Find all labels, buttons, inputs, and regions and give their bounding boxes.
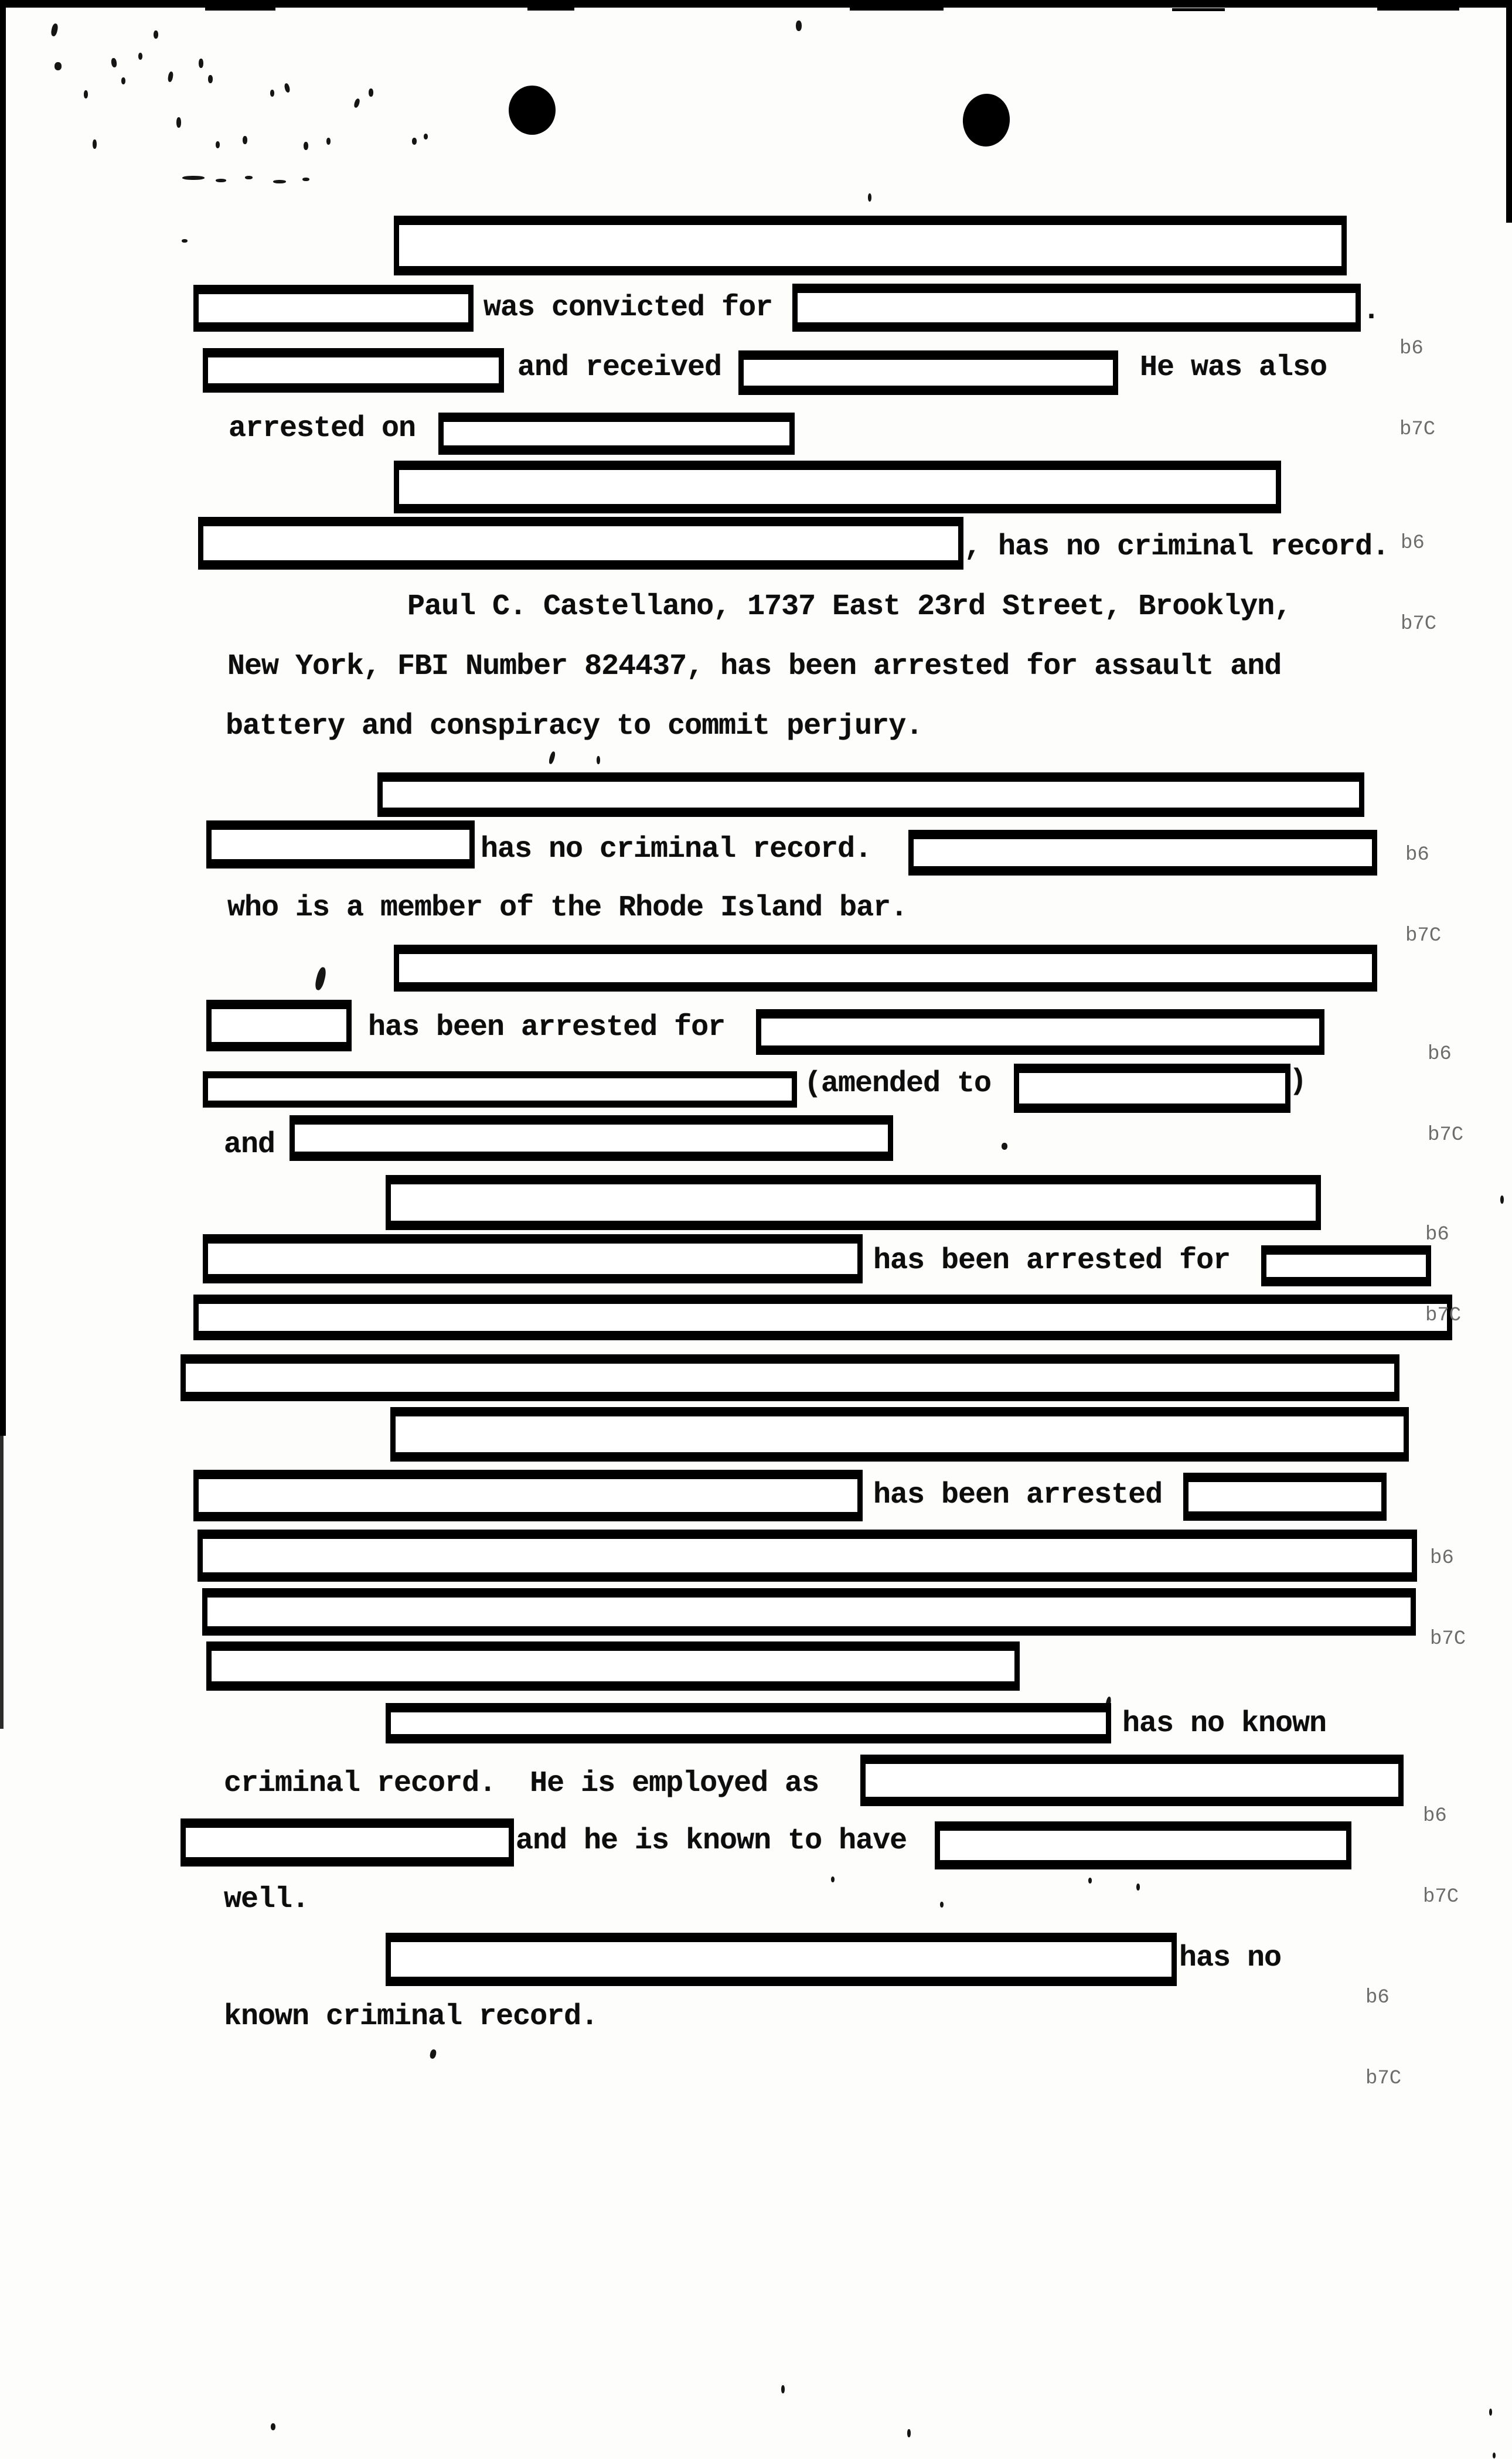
typewritten-text: (amended to: [804, 1067, 992, 1101]
scan-speck: [208, 75, 213, 83]
scan-speck: [831, 1876, 835, 1882]
exemption-code-b6: b6: [1425, 1224, 1449, 1246]
redaction-box: [1261, 1245, 1431, 1286]
typewritten-text: ): [1289, 1065, 1307, 1098]
typewritten-text: well.: [224, 1883, 309, 1916]
scan-speck: [243, 136, 247, 144]
scan-speck: [121, 77, 125, 84]
redaction-box: [1183, 1473, 1387, 1521]
scan-speck: [1500, 1196, 1504, 1204]
scan-top-edge-dash: [205, 8, 275, 11]
redaction-box: [203, 1234, 863, 1283]
redaction-box: [202, 1588, 1416, 1636]
redaction-box: [394, 461, 1281, 513]
exemption-code-b7c: b7C: [1365, 2068, 1402, 2090]
exemption-code-b7c: b7C: [1425, 1305, 1462, 1327]
scan-speck: [868, 193, 871, 202]
exemption-code-group: [1401, 476, 1449, 692]
redaction-box: [181, 1354, 1399, 1401]
exemption-code-b6: b6: [1365, 1987, 1390, 2009]
typewritten-text: has no known: [1122, 1707, 1327, 1741]
typewritten-text: and: [224, 1128, 275, 1162]
exemption-code-b6: b6: [1399, 338, 1424, 360]
redaction-box: [394, 216, 1347, 275]
exemption-code-b7c: b7C: [1428, 1124, 1464, 1146]
redaction-box: [386, 1703, 1111, 1743]
scan-speck: [940, 1902, 944, 1908]
typewritten-text: has been arrested: [873, 1479, 1163, 1512]
typewritten-text: who is a member of the Rhode Island bar.: [227, 891, 908, 925]
exemption-code-b7c: b7C: [1401, 613, 1437, 635]
scan-speck: [597, 756, 600, 764]
scan-speck: [199, 59, 203, 68]
scan-speck: [84, 90, 88, 98]
scan-speck: [216, 179, 226, 182]
exemption-code-group: [1423, 1749, 1471, 1964]
scan-speck: [412, 138, 417, 145]
typewritten-text: and he is known to have: [516, 1824, 907, 1858]
redaction-box: [203, 348, 504, 393]
redaction-box: [206, 1641, 1020, 1691]
scan-speck: [50, 23, 59, 37]
redaction-box: [206, 820, 475, 869]
typewritten-text: has no: [1179, 1942, 1282, 1975]
scan-top-edge-dash: [850, 8, 944, 11]
exemption-code-b7c: b7C: [1405, 925, 1442, 947]
redaction-box: [198, 517, 963, 570]
typewritten-text: arrested on: [229, 412, 416, 445]
scan-speck: [273, 180, 286, 183]
exemption-code-group: [1425, 1167, 1473, 1383]
redaction-box: [1014, 1064, 1290, 1113]
scan-left-edge: [0, 0, 6, 1436]
scan-speck: [424, 134, 428, 139]
scan-speck: [270, 90, 274, 97]
scan-speck: [548, 751, 556, 764]
typewritten-text: .: [1363, 294, 1380, 328]
redaction-box: [203, 1071, 797, 1108]
exemption-code-group: [1430, 1491, 1478, 1707]
redaction-box: [193, 1295, 1452, 1340]
typewritten-text: battery and conspiracy to commit perjury.: [226, 710, 923, 743]
scan-speck: [369, 88, 373, 97]
scan-speck: [167, 71, 173, 82]
scan-speck: [138, 53, 142, 60]
exemption-code-b6: b6: [1423, 1805, 1447, 1827]
redaction-box: [386, 1933, 1177, 1986]
scan-speck: [216, 141, 220, 148]
redaction-box: [738, 350, 1118, 395]
scan-speck: [1136, 1884, 1140, 1891]
typewritten-text: was convicted for: [483, 291, 773, 325]
scan-speck: [245, 176, 253, 179]
redaction-box: [908, 830, 1377, 876]
exemption-code-b6: b6: [1430, 1547, 1454, 1569]
hole-punch-dot: [961, 91, 1013, 149]
scan-top-edge-dash: [1172, 8, 1225, 11]
scan-speck: [111, 57, 117, 67]
scan-speck: [55, 62, 62, 70]
typewritten-text: Paul C. Castellano, 1737 East 23rd Street, Brooklyn,: [407, 590, 1292, 624]
redaction-box: [206, 1000, 352, 1051]
exemption-code-group: [1399, 281, 1448, 497]
scan-speck: [1002, 1143, 1007, 1150]
typewritten-text: has been arrested for: [368, 1011, 726, 1044]
redaction-box: [193, 1470, 863, 1521]
redaction-box: [935, 1821, 1351, 1869]
scan-speck: [302, 178, 309, 181]
scan-speck: [182, 176, 205, 180]
typewritten-text: known criminal record.: [224, 2000, 598, 2034]
scan-speck: [429, 2049, 437, 2059]
redaction-box: [193, 285, 474, 332]
scan-top-edge: [0, 0, 1512, 8]
scan-speck: [271, 2423, 275, 2430]
scan-speck: [1489, 2409, 1492, 2416]
redaction-box: [386, 1175, 1321, 1230]
typewritten-text: criminal record. He is employed as: [224, 1767, 819, 1800]
scan-speck: [154, 30, 158, 39]
scan-top-edge-dash: [1377, 8, 1459, 11]
scan-speck: [93, 139, 97, 149]
typewritten-text: New York, FBI Number 824437, has been arrested for assault and: [227, 650, 1282, 683]
redaction-box: [394, 945, 1377, 992]
typewritten-text: has been arrested for: [873, 1244, 1231, 1278]
exemption-code-group: [1405, 788, 1453, 1003]
scan-speck: [176, 117, 181, 128]
redaction-box: [756, 1009, 1324, 1055]
scan-speck: [326, 138, 331, 145]
exemption-code-b6: b6: [1401, 532, 1425, 554]
scan-speck: [796, 21, 802, 31]
redaction-box: [438, 413, 795, 455]
redaction-box: [290, 1115, 893, 1161]
typewritten-text: has no criminal record.: [481, 833, 872, 866]
scan-right-edge: [1506, 0, 1512, 223]
redaction-box: [860, 1755, 1404, 1806]
redaction-box: [390, 1407, 1409, 1462]
exemption-code-b7c: b7C: [1423, 1886, 1459, 1908]
redaction-box: [181, 1818, 514, 1867]
scan-speck: [1493, 2453, 1496, 2458]
exemption-code-b7c: b7C: [1399, 418, 1436, 441]
scan-speck: [907, 2429, 911, 2437]
typewritten-text: He was also: [1140, 351, 1327, 384]
exemption-code-b7c: b7C: [1430, 1628, 1466, 1650]
typewritten-text: and received: [517, 351, 722, 384]
hole-punch-dot: [509, 86, 556, 135]
exemption-code-b6: b6: [1405, 844, 1429, 866]
scan-speck: [304, 142, 308, 150]
exemption-code-b6: b6: [1428, 1043, 1452, 1065]
redaction-box: [377, 772, 1364, 817]
scan-speck: [781, 2385, 785, 2393]
exemption-code-group: [1365, 1930, 1414, 2146]
redaction-box: [792, 284, 1361, 332]
scan-speck: [182, 239, 188, 243]
typewritten-text: , has no criminal record.: [964, 530, 1390, 564]
scan-left-edge: [0, 1436, 4, 1729]
scan-speck: [1088, 1878, 1092, 1884]
redaction-box: [197, 1530, 1417, 1582]
scan-speck: [314, 966, 327, 991]
scan-speck: [284, 83, 291, 93]
scan-top-edge-dash: [527, 8, 574, 11]
scan-speck: [353, 98, 361, 108]
